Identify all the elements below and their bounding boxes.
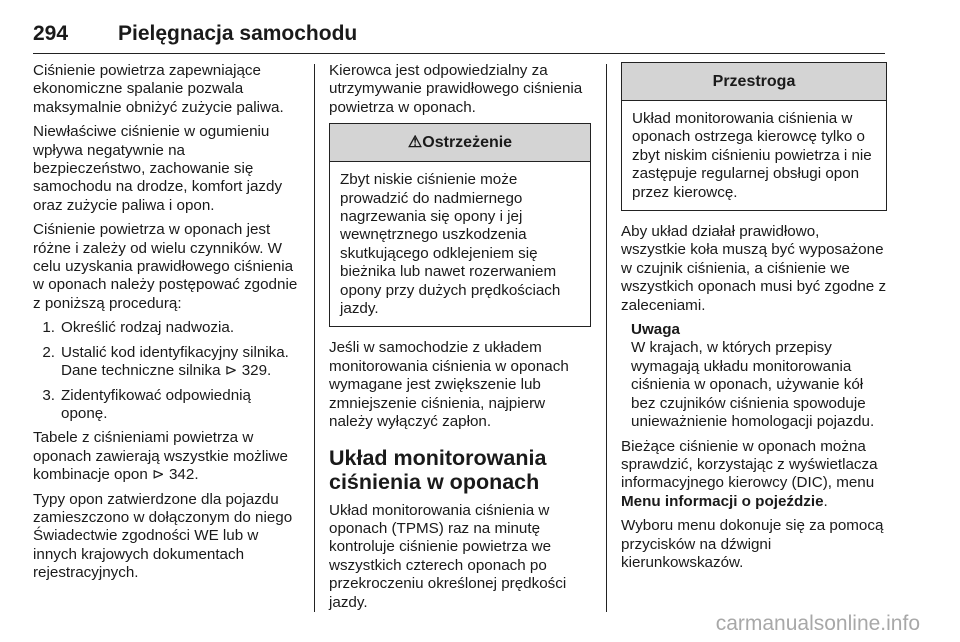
list-number: 1. (42, 319, 55, 337)
column-left (33, 62, 299, 589)
paragraph (621, 438, 887, 512)
note-block (621, 321, 887, 431)
page-number: 294 (33, 22, 69, 45)
list-number: 3. (42, 386, 55, 404)
list-text: Określić rodzaj nadwozia. (61, 319, 235, 337)
caution-title: Przestroga (622, 63, 886, 101)
paragraph: Kierowca jest odpowiedzialny za utrzymywanie prawidłowego ciśnienia powietrza w oponach. (329, 62, 583, 116)
list-item (33, 344, 299, 381)
paragraph: Typy opon zatwierdzone dla pojazdu zamieszczono w dołączonym do niego Świadectwie zgodności WE lub w innych krajowych dokumentach rejestracyjnych. (33, 490, 293, 582)
note-title: Uwaga (631, 321, 680, 339)
paragraph: Aby układ działał prawidłowo, wszystkie koła muszą być wyposażone w czujnik ciśnienia, a ciśnienie we wszystkich oponach musi być zgodne z zaleceniami. (621, 223, 887, 314)
paragraph: Jeśli w samochodzie z układem monitorowania ciśnienia w oponach wymagane jest zwiększenie lub zmniejszenie ciśnienia, najpierw należy wyłączyć zapłon. (329, 339, 569, 431)
warning-text: Zbyt niskie ciśnienie może prowadzić do nadmiernego nagrzewania się opony i jej wewnętrznego uszkodzenia skutkującego odklejeniem się bieżnika lub nawet rozerwaniem opony przy dużych prędkościach jazdy. (340, 171, 561, 318)
caution-box (621, 62, 887, 211)
caution-text: Układ monitorowania ciśnienia w oponach ostrzega kierowcę tylko o zbyt niskim ciśnieniu powietrza i nie zastępuje regularnej obsługi opon przez kierowcę. (632, 110, 872, 201)
page-title: Pielęgnacja samochodu (118, 22, 358, 45)
paragraph: Niewłaściwe ciśnienie w ogumieniu wpływa negatywnie na bezpieczeństwo, zachowanie się samochodu na drodze, komfort jazdy oraz zużycie paliwa i opon. (33, 123, 283, 214)
paragraph: Układ monitorowania ciśnienia w oponach (TPMS) raz na minutę kontroluje ciśnienie powietrza we wszystkich czterech oponach po przekroczeniu określonej prędkości jazdy. (329, 501, 567, 611)
text-run: . (823, 492, 828, 510)
procedure-list (33, 319, 299, 423)
menu-name: Menu informacji o pojeździe (621, 492, 824, 510)
paragraph: Tabele z ciśnieniami powietrza w oponach zawierają wszystkie możliwe kombinacje opon ⊳ 342. (33, 429, 288, 484)
list-text: Ustalić kod identyfikacyjny silnika. Dane techniczne silnika ⊳ 329. (61, 343, 289, 380)
warning-box (329, 123, 591, 327)
section-heading: Układ monitorowania ciśnienia w oponach (329, 445, 547, 494)
note-text: W krajach, w których przepisy wymagają układu monitorowania ciśnienia w oponach, używanie kół bez czujników ciśnienia spowoduje unieważnienie homologacji pojazdu. (631, 339, 875, 431)
column-right (621, 62, 887, 578)
paragraph: Ciśnienie powietrza w oponach jest różne i zależy od wielu czynników. W celu uzyskania prawidłowego ciśnienia w oponach należy postępować zgodnie z poniższą procedurą: (33, 221, 298, 312)
column-middle (329, 62, 591, 618)
list-number: 2. (42, 343, 55, 361)
list-text: Zidentyfikować odpowiednią oponę. (61, 386, 251, 422)
warning-title: ⚠Ostrzeżenie (330, 124, 590, 162)
paragraph: Ciśnienie powietrza zapewniające ekonomiczne spalanie pozwala maksymalnie obniżyć zużycie paliwa. (33, 62, 284, 116)
paragraph: Wyboru menu dokonuje się za pomocą przycisków na dźwigni kierunkowskazów. (621, 517, 884, 571)
list-item (33, 387, 299, 424)
list-item (33, 319, 299, 337)
page-header (33, 14, 885, 54)
column-divider-1 (314, 64, 315, 612)
text-run: Bieżące ciśnienie w oponach można sprawdzić, korzystając z wyświetlacza informacyjnego kierowcy (DIC), menu (621, 437, 878, 492)
watermark: carmanualsonline.info (715, 612, 920, 635)
column-divider-2 (606, 64, 607, 612)
